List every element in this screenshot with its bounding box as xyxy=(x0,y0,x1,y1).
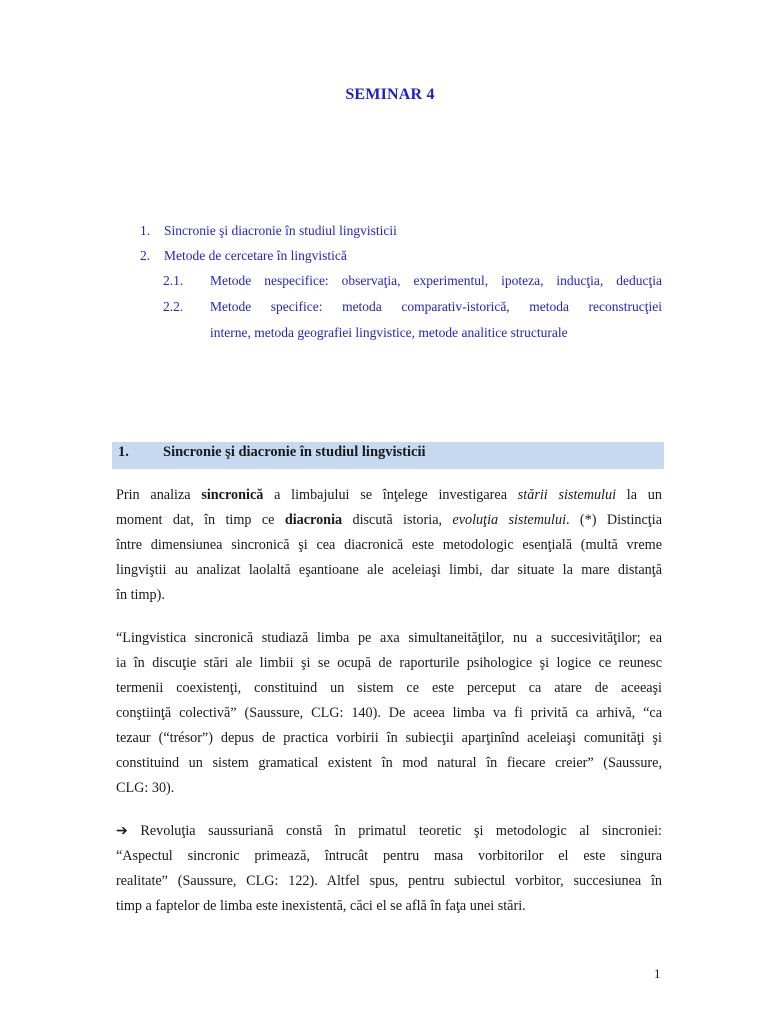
arrow-icon: ➔ xyxy=(116,823,128,839)
paragraph-line: CLG: 30). xyxy=(116,780,175,796)
paragraph-line: tezaur (“trésor”) depus de practica vorbirii în subiecţii aparţinînd aceleiaşi comunităţi şi xyxy=(116,730,662,746)
paragraph-line: realitate” (Saussure, CLG: 122). Altfel spus, pentru subiectul vorbitor, succesiunea în xyxy=(116,873,662,889)
toc-item-number: 2. xyxy=(140,248,151,263)
toc-subitem-number: 2.2. xyxy=(163,299,184,314)
paragraph-line: între dimensiunea sincronică şi cea diacronică este metodologic esenţială (multă vreme xyxy=(116,537,662,553)
paragraph-line: ia în discuţie stări ale limbii şi se ocupă de raporturile psihologice şi logice ce reunesc xyxy=(116,655,662,671)
paragraph-line: termenii coexistenţi, constituind un sistem ce este perceput ca atare de aceeaşi xyxy=(116,680,662,696)
paragraph-line: constituind un sistem gramatical existent în mod natural în fiecare creier” (Saussure, xyxy=(116,755,662,771)
section-number: 1. xyxy=(118,444,129,460)
toc-subitem-number: 2.1. xyxy=(163,273,184,288)
section-title: Sincronie şi diacronie în studiul lingvisticii xyxy=(163,444,426,460)
toc-item-2 xyxy=(140,248,347,264)
section-heading xyxy=(112,442,664,469)
toc-subitem-text: Metode specifice: metoda comparativ-istorică, metoda reconstrucţiei xyxy=(210,299,662,314)
paragraph-line: Prin analiza sincronică a limbajului se înţelege investigarea stării sistemului la un xyxy=(116,487,662,503)
paragraph-line: ➔ Revoluţia saussuriană constă în primatul teoretic şi metodologic al sincroniei: xyxy=(116,823,662,839)
toc-item-number: 1. xyxy=(140,223,151,238)
paragraph-line: lingviştii au analizat laolaltă eşantioane ale aceleiaşi limbi, dar situate la mare distanţă xyxy=(116,562,662,578)
paragraph-line: timp a faptelor de limba este inexistentă, căci el se află în faţa unei stări. xyxy=(116,898,526,914)
paragraph-line: “Lingvistica sincronică studiază limba pe axa simultaneităţilor, nu a succesivităţilor; ea xyxy=(116,630,662,646)
paragraph-2 xyxy=(116,626,662,801)
paragraph-line: în timp). xyxy=(116,587,165,603)
toc-item-1 xyxy=(140,223,397,239)
toc-item-text: Sincronie şi diacronie în studiul lingvisticii xyxy=(164,223,397,238)
paragraph-line: conştiinţă colectivă” (Saussure, CLG: 140). De aceea limba va fi privită ca arhivă, “ca xyxy=(116,705,662,721)
document-title: SEMINAR 4 xyxy=(345,86,435,103)
toc-subitem-text-continued: interne, metoda geografiei lingvistice, metode analitice structurale xyxy=(210,325,568,340)
toc-item-text: Metode de cercetare în lingvistică xyxy=(164,248,347,263)
paragraph-line: moment dat, în timp ce diacronia discută istoria, evoluţia sistemului. (*) Distincţia xyxy=(116,512,662,528)
paragraph-3 xyxy=(116,819,662,919)
page-number: 1 xyxy=(654,966,661,981)
paragraph-1 xyxy=(116,483,662,608)
toc-subitem-text: Metode nespecifice: observaţia, experimentul, ipoteza, inducţia, deducţia xyxy=(210,273,662,288)
paragraph-line: “Aspectul sincronic primează, întrucât pentru masa vorbitorilor el este singura xyxy=(116,848,662,864)
